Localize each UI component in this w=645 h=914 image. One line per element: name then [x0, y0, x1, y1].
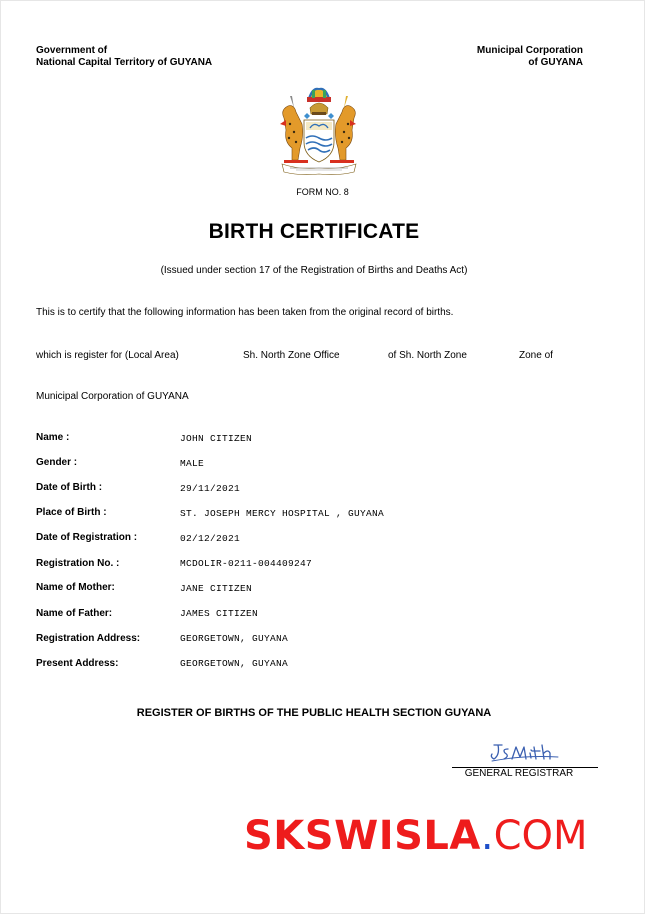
field-label-date-of-birth: Date of Birth :	[36, 482, 103, 493]
shield-icon	[304, 120, 334, 162]
register-heading: REGISTER OF BIRTHS OF THE PUBLIC HEALTH SECTION GUYANA	[136, 707, 492, 719]
field-value-place-of-birth: ST. JOSEPH MERCY HOSPITAL , GUYANA	[180, 508, 385, 519]
field-label-gender: Gender :	[36, 457, 78, 468]
header-municipal-line1: Municipal Corporation	[476, 45, 583, 56]
field-label-name: Name :	[36, 432, 70, 443]
headdress-icon	[307, 88, 331, 102]
field-value-date-of-birth: 29/11/2021	[180, 483, 241, 494]
header-government-line1: Government of	[36, 45, 108, 56]
local-area-zone-of: Zone of	[519, 350, 553, 361]
local-area-zone: of Sh. North Zone	[388, 350, 467, 361]
field-value-father-name: JAMES CITIZEN	[180, 608, 259, 619]
certify-statement: This is to certify that the following information has been taken from the original record of births.	[36, 307, 454, 318]
coat-of-arms-icon	[270, 84, 368, 176]
certificate-title: BIRTH CERTIFICATE	[208, 220, 420, 243]
right-jaguar-icon	[335, 96, 356, 160]
header-government-line2: National Capital Territory of GUYANA	[36, 57, 213, 68]
header-municipal	[477, 45, 583, 69]
watermark-main: SKSWISLA	[244, 813, 481, 859]
field-value-name: JOHN CITIZEN	[180, 433, 253, 444]
local-area-label: which is register for (Local Area)	[36, 350, 179, 361]
left-jaguar-icon	[280, 96, 303, 160]
field-value-gender: MALE	[180, 458, 205, 469]
watermark-dot: .	[480, 813, 494, 859]
local-area-office: Sh. North Zone Office	[243, 350, 340, 361]
field-label-father-name: Name of Father:	[36, 608, 113, 619]
field-value-mother-name: JANE CITIZEN	[180, 583, 253, 594]
field-label-date-of-registration: Date of Registration :	[36, 532, 138, 543]
signature-icon	[488, 741, 563, 763]
field-label-place-of-birth: Place of Birth :	[36, 507, 107, 518]
municipal-corporation-text: Municipal Corporation of GUYANA	[36, 391, 189, 402]
field-label-present-address: Present Address:	[36, 658, 119, 669]
field-label-mother-name: Name of Mother:	[36, 582, 115, 593]
field-value-registration-no: MCDOLIR-0211-004409247	[180, 558, 313, 569]
field-label-registration-no: Registration No. :	[36, 558, 120, 569]
field-label-registration-address: Registration Address:	[36, 633, 141, 644]
header-municipal-line2: of GUYANA	[528, 57, 583, 68]
header-government	[36, 45, 212, 69]
field-value-registration-address: GEORGETOWN, GUYANA	[180, 633, 289, 644]
watermark-logo	[244, 808, 588, 864]
field-value-present-address: GEORGETOWN, GUYANA	[180, 658, 289, 669]
watermark-suffix: COM	[493, 813, 588, 859]
certificate-subtitle: (Issued under section 17 of the Registration of Births and Deaths Act)	[160, 265, 468, 276]
motto-scroll-icon	[282, 164, 356, 175]
form-number: FORM NO. 8	[296, 187, 349, 197]
general-registrar-title: GENERAL REGISTRAR	[464, 768, 574, 779]
field-value-date-of-registration: 02/12/2021	[180, 533, 241, 544]
